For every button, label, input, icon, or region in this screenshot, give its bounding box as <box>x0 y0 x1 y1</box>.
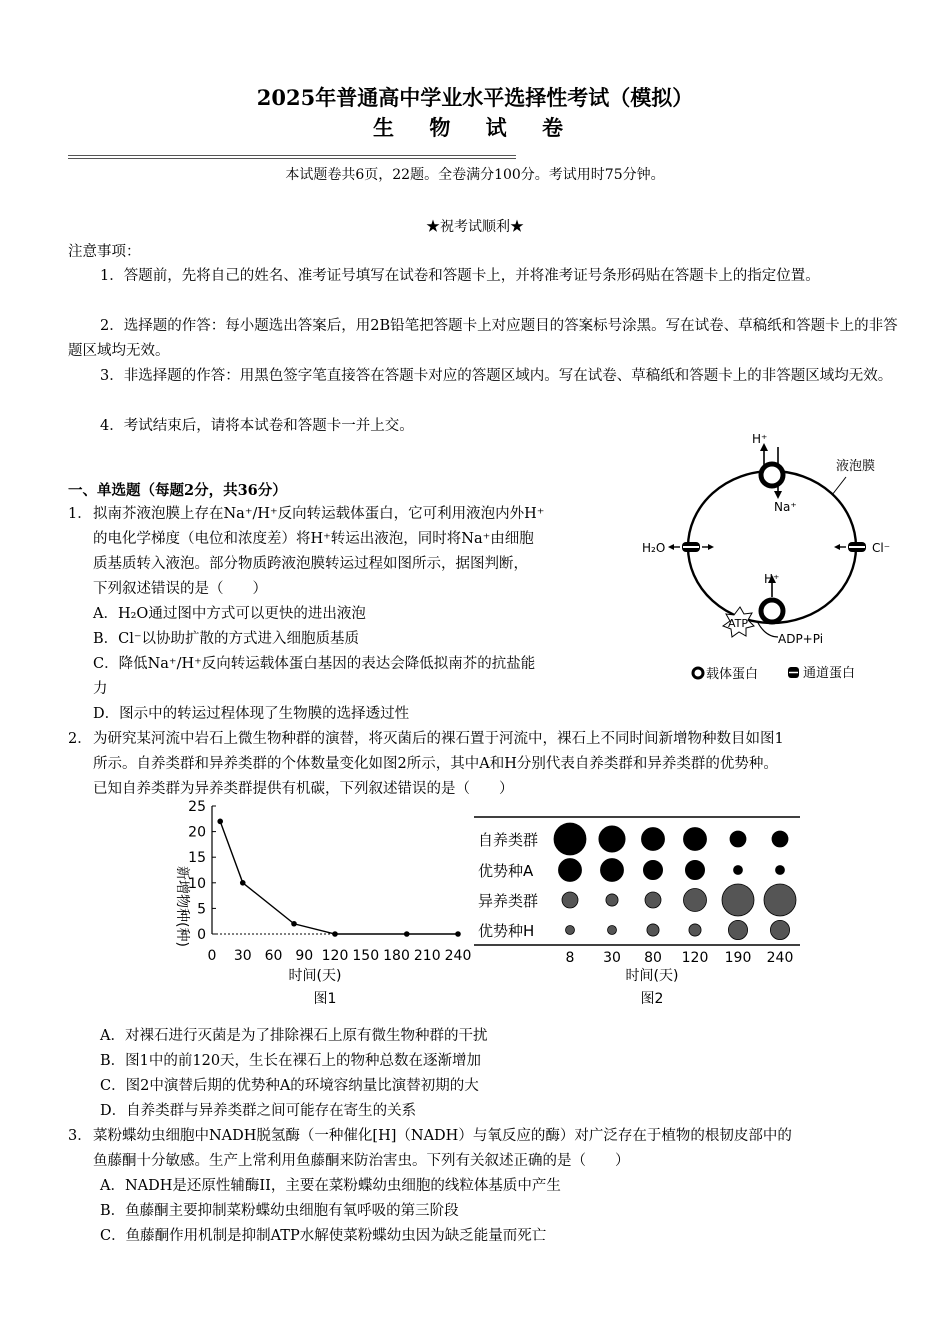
exam-info: 本试题卷共6页，22题。全卷满分100分。考试用时75分钟。 <box>285 167 665 183</box>
h-top-label: H⁺ <box>752 432 768 446</box>
q3-option-a: A．NADH是还原性辅酶II，主要在菜粉蝶幼虫细胞的线粒体基质中产生 <box>100 1178 561 1194</box>
fig1-data-point <box>404 931 410 937</box>
fig2-bubble <box>683 827 706 850</box>
adp-label: ADP+Pi <box>778 632 824 646</box>
arrow-head-icon <box>834 544 840 550</box>
q1-membrane-figure <box>636 425 906 690</box>
q1-option-c-cont: 力 <box>93 681 108 697</box>
q1-stem-line: 质基质转入液泡。部分物质跨液泡膜转运过程如图所示，据图判断， <box>93 556 528 572</box>
fig2-x-axis-label: 时间(天) <box>625 968 679 984</box>
arrow-head-icon <box>708 544 714 550</box>
atp-label: ATP <box>728 617 749 630</box>
fig1-x-tick-label: 60 <box>264 948 283 964</box>
carrier-protein-icon <box>761 600 783 622</box>
fig1-x-tick-label: 180 <box>383 948 410 964</box>
q2-number: 2． <box>68 731 92 747</box>
q1-stem-line: 的电化学梯度（电位和浓度差）将H⁺转运出液泡，同时将Na⁺由细胞 <box>93 531 534 547</box>
q2-option-c: C．图2中演替后期的优势种A的环境容纳量比演替初期的大 <box>100 1078 479 1094</box>
fig1-y-tick-label: 25 <box>188 799 206 815</box>
fig2-bubble <box>689 924 701 936</box>
exam-wish: ★祝考试顺利★ <box>426 219 524 235</box>
exam-title: 2025年普通高中学业水平选择性考试（模拟） <box>256 85 694 110</box>
fig2-bubble <box>562 892 578 908</box>
fig1-x-tick-label: 150 <box>352 948 380 964</box>
q1-stem-line: 拟南芥液泡膜上存在Na⁺/H⁺反向转运载体蛋白，它可利用液泡内外H⁺ <box>93 506 545 522</box>
fig1-x-axis-label: 时间(天) <box>288 968 342 984</box>
fig2-bubble <box>770 920 789 939</box>
note-item-1: 1．答题前，先将自己的姓名、准考证号填写在试卷和答题卡上，并将准考证号条形码贴在答题卡上的指定位置。 <box>100 268 820 284</box>
q1-option-d: D．图示中的转运过程体现了生物膜的选择透过性 <box>93 706 410 722</box>
fig2-row-label: 自养类群 <box>478 831 539 849</box>
h-bottom-label: H⁺ <box>764 572 780 586</box>
arrow-head-icon <box>668 544 674 550</box>
fig1-data-point <box>291 921 297 927</box>
fig2-bubble <box>772 831 788 847</box>
fig2-bubble <box>606 894 618 906</box>
q1-option-b: B．Cl⁻以协助扩散的方式进入细胞质基质 <box>93 631 360 647</box>
membrane-label: 液泡膜 <box>836 459 876 474</box>
fig1-x-tick-label: 120 <box>321 948 349 964</box>
fig1-data-point <box>332 931 338 937</box>
q2-option-b: B．图1中的前120天，生长在裸石上的物种总数在逐渐增加 <box>100 1053 482 1069</box>
figure-1-line-chart <box>160 798 480 1016</box>
fig1-y-tick-label: 20 <box>188 824 206 841</box>
legend-channel-label: 通道蛋白 <box>803 666 856 681</box>
fig2-x-tick-label: 240 <box>766 950 794 966</box>
fig1-y-tick-label: 15 <box>188 850 206 867</box>
legend-carrier-icon <box>693 668 703 678</box>
fig1-data-point <box>217 819 223 825</box>
figure-2-bubble-chart <box>474 812 814 1016</box>
fig2-bubble <box>647 924 659 936</box>
fig1-data-point <box>455 931 461 937</box>
fig2-bubble <box>554 823 586 855</box>
fig2-bubble <box>728 920 747 939</box>
fig2-bubble <box>566 926 575 935</box>
fig2-bubble <box>776 866 785 875</box>
fig2-bubble <box>643 860 662 879</box>
fig2-x-tick-label: 30 <box>603 950 621 966</box>
fig2-bubble <box>730 831 746 847</box>
q1-stem-line: 下列叙述错误的是（ ） <box>93 581 267 597</box>
q2-stem-line: 为研究某河流中岩石上微生物种群的演替，将灭菌后的裸石置于河流中，裸石上不同时间新增物种数目如图1 <box>93 731 784 747</box>
q3-stem-line: 鱼藤酮十分敏感。生产上常利用鱼藤酮来防治害虫。下列有关叙述正确的是（ ） <box>93 1153 630 1169</box>
fig2-x-tick-label: 8 <box>565 950 575 966</box>
q2-option-d: D．自养类群与异养类群之间可能存在寄生的关系 <box>100 1103 417 1119</box>
cl-label: Cl⁻ <box>872 541 891 555</box>
h2o-label: H₂O <box>642 541 666 555</box>
fig1-y-tick-label: 5 <box>197 901 206 918</box>
fig1-plot-area <box>188 799 471 964</box>
fig2-x-tick-label: 190 <box>724 950 752 966</box>
section-title: 一、单选题（每题2分，共36分） <box>68 482 287 499</box>
fig2-bubble <box>608 926 617 935</box>
title-rule-top <box>68 155 516 156</box>
fig2-row-label: 优势种A <box>478 862 534 880</box>
q1-number: 1． <box>68 506 92 522</box>
q3-option-b: B．鱼藤酮主要抑制菜粉蝶幼虫细胞有氧呼吸的第三阶段 <box>100 1203 459 1219</box>
fig2-x-tick-label: 120 <box>681 950 709 966</box>
fig1-y-tick-label: 10 <box>188 875 206 892</box>
fig1-title: 图1 <box>313 991 337 1007</box>
fig2-x-tick-label: 80 <box>644 950 662 966</box>
fig1-x-tick-label: 210 <box>413 948 441 964</box>
q1-option-c: C．降低Na⁺/H⁺反向转运载体蛋白基因的表达会降低拟南芥的抗盐能 <box>93 656 536 672</box>
q2-stem-line: 已知自养类群为异养类群提供有机碳，下列叙述错误的是（ ） <box>93 781 514 797</box>
title-rule-bottom <box>68 158 516 159</box>
fig2-bubble <box>600 858 623 881</box>
fig1-x-tick-label: 30 <box>233 948 252 964</box>
note-item-4: 4．考试结束后，请将本试卷和答题卡一并上交。 <box>100 418 414 434</box>
note-item-3: 3．非选择题的作答：用黑色签字笔直接答在答题卡对应的答题区域内。写在试卷、草稿纸和答题卡上的非答题区域均无效。 <box>100 368 893 384</box>
q2-stem-line: 所示。自养类群和异养类群的个体数量变化如图2所示，其中A和H分别代表自养类群和异养类群的优势种。 <box>93 756 778 772</box>
fig1-y-axis-label: 新增物种(种) <box>174 866 190 947</box>
fig2-bubble <box>599 826 625 852</box>
q1-option-a: A．H₂O通过图中方式可以更快的进出液泡 <box>93 606 366 622</box>
fig2-bubble <box>558 858 581 881</box>
legend-carrier-label: 载体蛋白 <box>706 667 759 682</box>
subject-title: 生 物 试 卷 <box>373 115 577 140</box>
fig2-bubble <box>645 892 661 908</box>
fig2-bubble <box>683 888 706 911</box>
fig1-x-tick-label: 240 <box>444 948 472 964</box>
fig2-bubble <box>722 884 754 916</box>
carrier-protein-icon <box>761 464 783 486</box>
fig1-y-tick-label: 0 <box>197 927 206 943</box>
fig2-bubble <box>734 866 743 875</box>
fig1-series-line <box>220 821 458 934</box>
fig2-row-label: 优势种H <box>478 922 535 940</box>
arrow-head-icon <box>774 491 782 499</box>
q3-stem-line: 菜粉蝶幼虫细胞中NADH脱氢酶（一种催化[H]（NADH）与氧反应的酶）对广泛存在于植物的根韧皮部中的 <box>93 1128 792 1144</box>
membrane-pointer <box>832 477 846 495</box>
fig1-x-tick-label: 90 <box>295 948 314 964</box>
fig2-title: 图2 <box>640 991 664 1007</box>
fig1-x-tick-label: 0 <box>207 948 217 964</box>
na-label: Na⁺ <box>774 500 797 514</box>
q3-option-c: C．鱼藤酮作用机制是抑制ATP水解使菜粉蝶幼虫因为缺乏能量而死亡 <box>100 1228 547 1244</box>
fig2-row-label: 异养类群 <box>478 892 539 910</box>
fig2-bubble <box>685 860 704 879</box>
fig2-bubble <box>764 884 796 916</box>
q3-number: 3． <box>68 1128 92 1144</box>
fig2-bubble <box>641 827 664 850</box>
fig1-data-point <box>240 880 246 886</box>
q2-option-a: A．对裸石进行灭菌是为了排除裸石上原有微生物种群的干扰 <box>100 1028 488 1044</box>
note-item-2: 2．选择题的作答：每小题选出答案后，用2B铅笔把答题卡上对应题目的答案标号涂黑。写在试卷、草稿纸和答题卡上的非答题区域均无效。 <box>68 318 898 359</box>
notes-title: 注意事项： <box>68 244 141 260</box>
